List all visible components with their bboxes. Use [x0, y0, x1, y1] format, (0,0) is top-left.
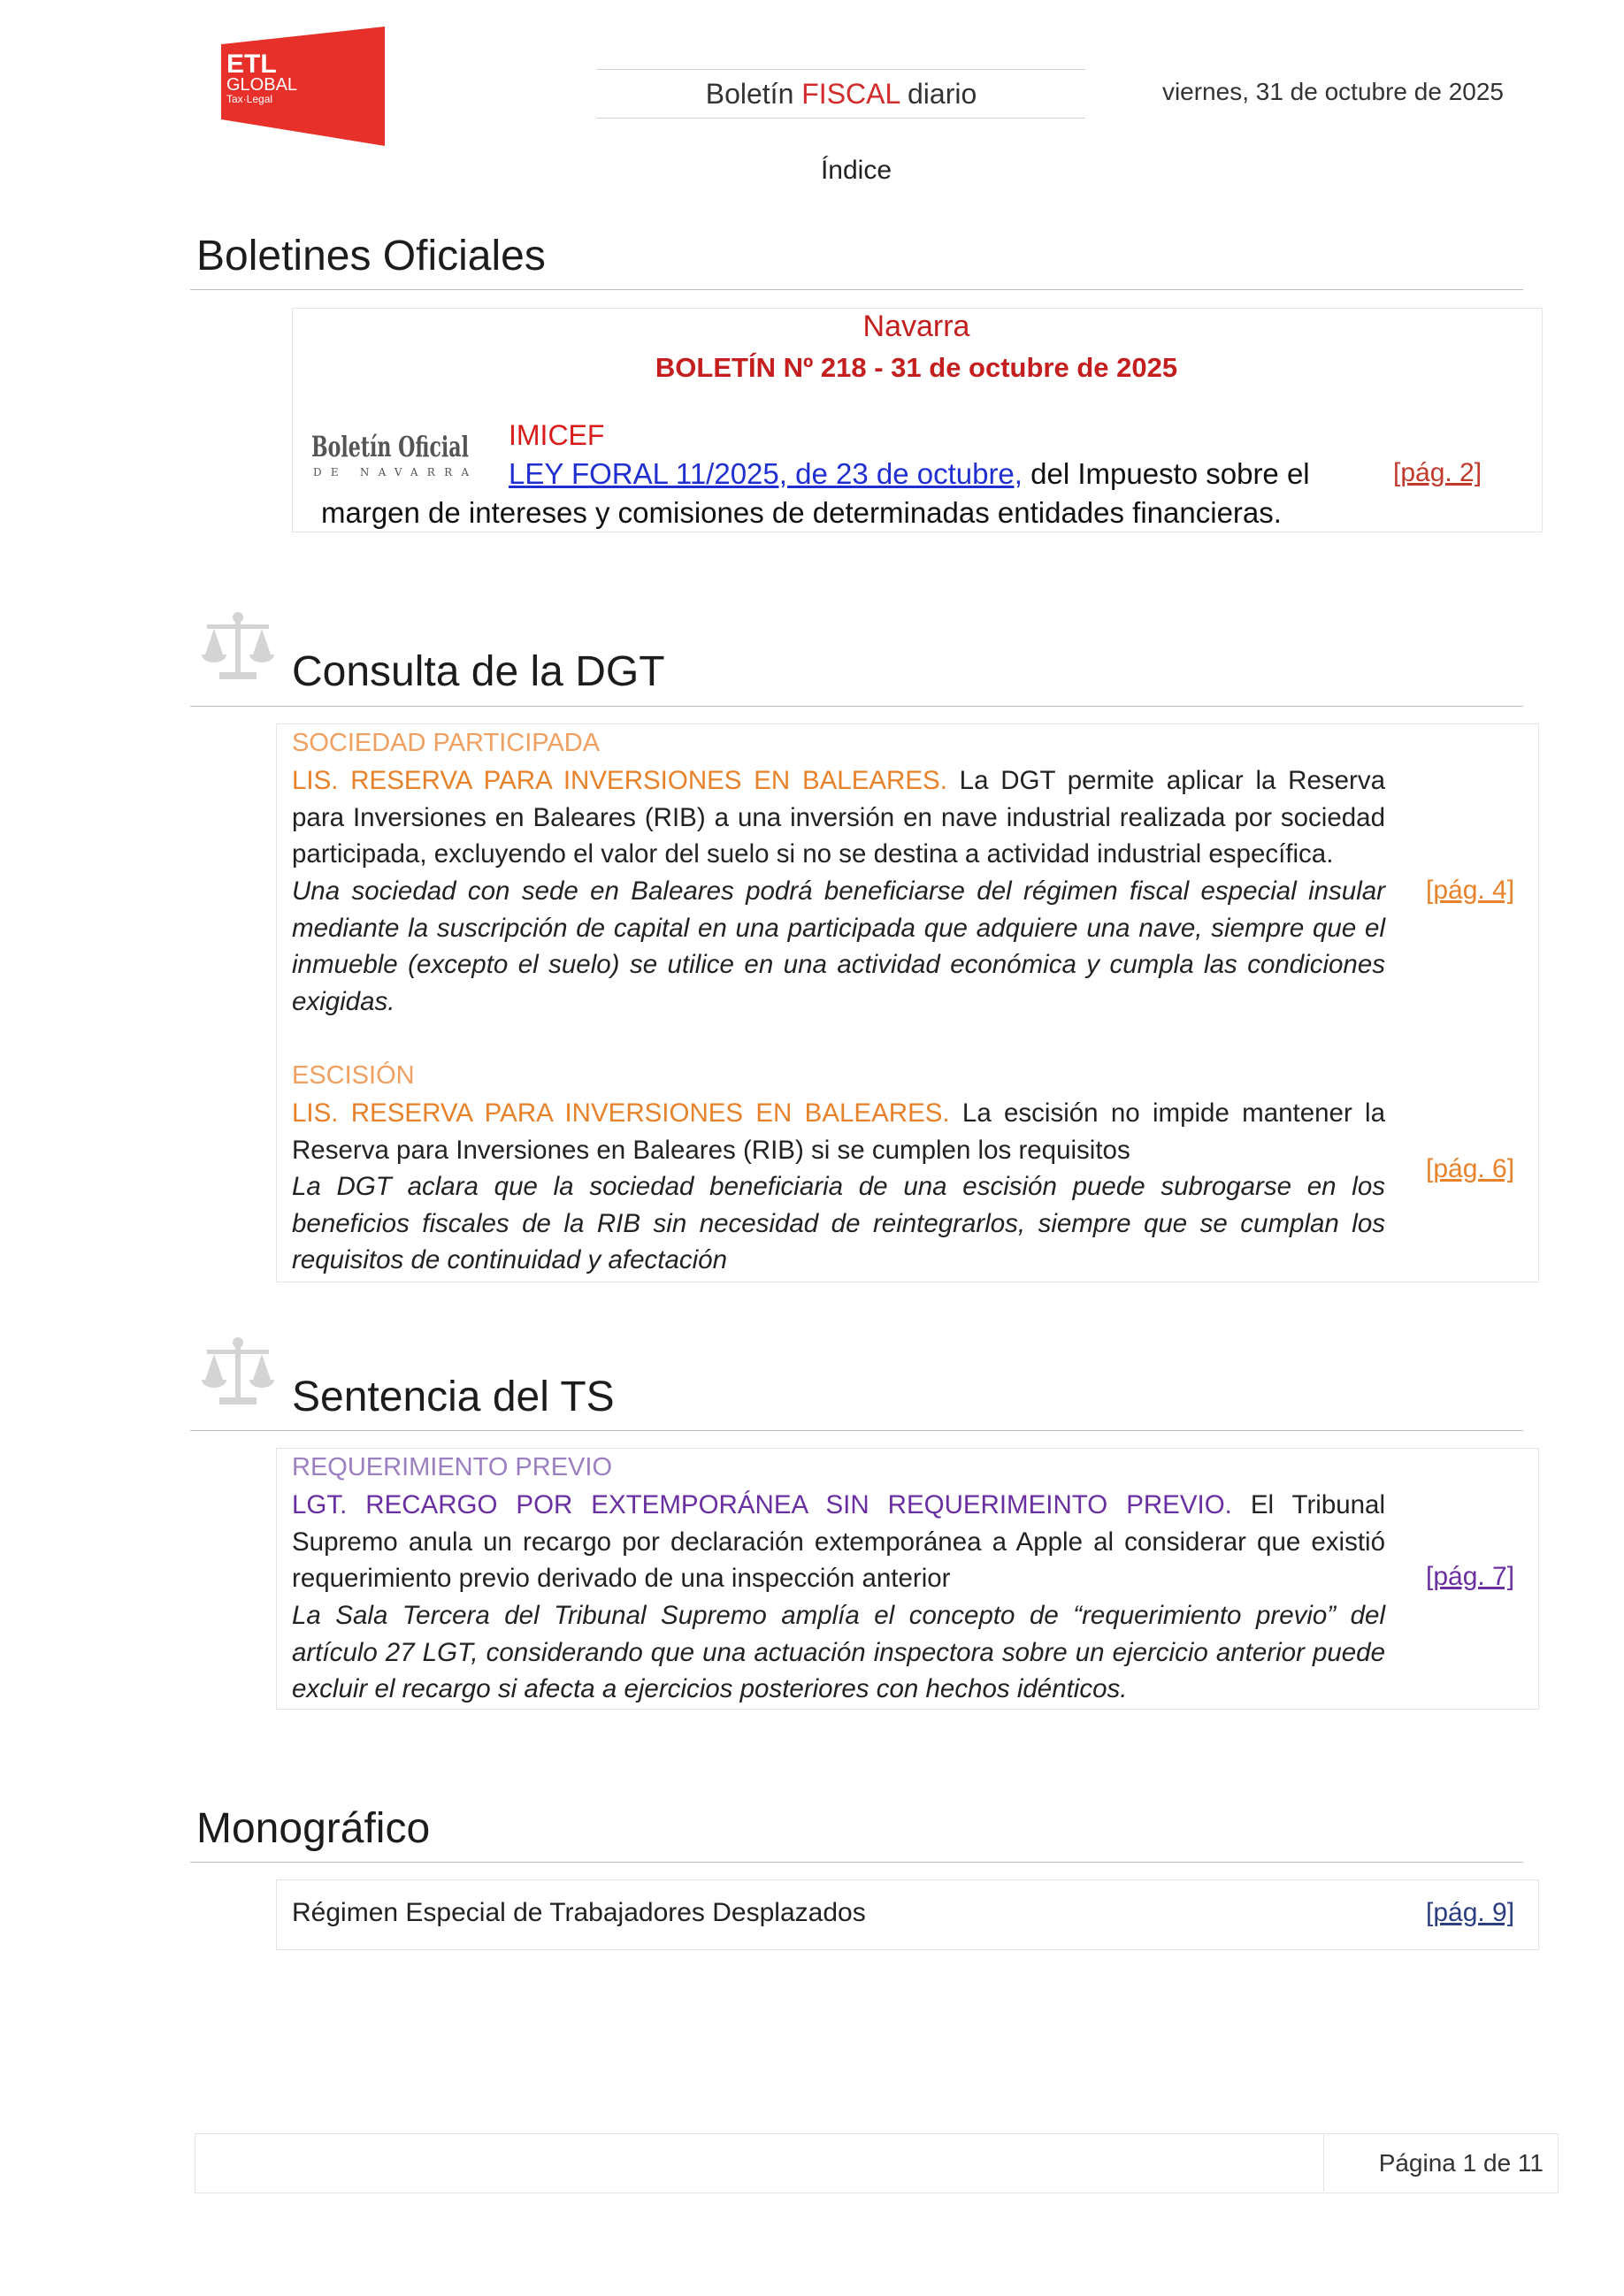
page-ref-link[interactable]: [pág. 2] — [1393, 458, 1482, 487]
bon-logo-line1: Boletín Oficial — [311, 430, 469, 463]
page-ref-link[interactable]: [pág. 6] — [1426, 1154, 1515, 1183]
scale-icon — [202, 610, 274, 683]
consulta-item-detail: La DGT aclara que la sociedad beneficiaria de una escisión puede subrogarse en los beneficios fiscales de la RIB sin necesidad de reintegrarlos, siempre que se cumplan los requisitos de continuidad y afectación — [292, 1172, 1385, 1275]
bulletin-date: viernes, 31 de octubre de 2025 — [1161, 78, 1504, 105]
sentencia-category: REQUERIMIENTO PREVIO — [292, 1453, 613, 1481]
logo-add-text: ADD — [336, 28, 379, 50]
bon-logo-line2: DE NAVARRA — [313, 466, 469, 478]
section-divider — [190, 706, 1523, 707]
boletin-region: Navarra — [862, 310, 970, 343]
section-title-consulta: Consulta de la DGT — [292, 648, 665, 695]
section-title-sentencia: Sentencia del TS — [292, 1374, 615, 1420]
boletin-tag: IMICEF — [509, 419, 605, 451]
logo-global-text: GLOBAL — [226, 75, 298, 95]
sentencia-detail: La Sala Tercera del Tribunal Supremo amplía el concepto de “requerimiento previo” del artículo 27 LGT, considerando que una actuación inspectora sobre un ejercicio anterior puede excluir el recargo si afecta a ejercicios posteriores con hechos idénticos. — [292, 1601, 1385, 1704]
monografico-item: Régimen Especial de Trabajadores Desplazados — [292, 1898, 866, 1927]
bulletin-title-pre: Boletín — [705, 78, 802, 110]
section-divider — [190, 1862, 1523, 1863]
section-title-boletines: Boletines Oficiales — [196, 233, 546, 279]
sentencia-heading: LGT. RECARGO POR EXTEMPORÁNEA SIN REQUERIMEINTO PREVIO. — [292, 1490, 1232, 1519]
page-ref-link[interactable]: [pág. 7] — [1426, 1562, 1515, 1591]
section-divider — [190, 289, 1523, 290]
consulta-item-summary-text: La escisión no impide mantener la Reserva para Inversiones en Baleares (RIB) si se cumplen los requisitos — [292, 1098, 1386, 1165]
consulta-item-heading: LIS. RESERVA PARA INVERSIONES EN BALEARES. — [292, 1098, 950, 1128]
index-heading-text: Índice — [820, 156, 892, 185]
consulta-item-category: ESCISIÓN — [292, 1061, 415, 1090]
index-heading — [0, 156, 1624, 186]
consulta-item-detail: Una sociedad con sede en Baleares podrá beneficiarse del régimen fiscal especial insular mediante la suscripción de capital en una participada que adquiere una nave, siempre que el inmueble (excepto el suelo) se utilice en una actividad económica y cumpla las condiciones exigidas. — [292, 876, 1385, 1016]
logo-etl-text: ETL — [226, 50, 277, 79]
boletin-oficial-navarra-logo — [311, 428, 471, 483]
section-divider — [190, 1430, 1523, 1431]
page-ref-link[interactable]: [pág. 9] — [1426, 1898, 1515, 1927]
sentencia-summary-text: El Tribunal Supremo anula un recargo por declaración extemporánea a Apple al considerar que existió requerimiento previo derivado de una inspección anterior — [292, 1490, 1386, 1594]
bulletin-title-post: diario — [900, 78, 977, 110]
section-title-monografico: Monográfico — [196, 1805, 431, 1852]
law-text-after-link: del Impuesto sobre el — [1022, 457, 1310, 490]
consulta-item-category: SOCIEDAD PARTICIPADA — [292, 729, 601, 757]
page-number: Página 1 de 11 — [1378, 2149, 1544, 2177]
boletin-law-line — [509, 455, 1349, 494]
boletin-number: BOLETÍN Nº 218 - 31 de octubre de 2025 — [655, 352, 1178, 383]
footer-divider — [1323, 2133, 1324, 2192]
consulta-item-heading: LIS. RESERVA PARA INVERSIONES EN BALEARES. — [292, 766, 947, 795]
bulletin-title — [597, 69, 1085, 119]
bulletin-title-highlight: FISCAL — [801, 78, 900, 110]
scale-icon — [202, 1336, 274, 1408]
law-link[interactable]: LEY FORAL 11/2025, de 23 de octubre, — [509, 457, 1023, 490]
logo-tagline-text: Tax·Legal — [226, 93, 273, 105]
boletin-law-line2: margen de intereses y comisiones de determinadas entidades financieras. — [321, 496, 1282, 529]
etl-global-logo — [221, 27, 385, 146]
sentencia-summary — [292, 1487, 1385, 1597]
consulta-item-summary-text: La DGT permite aplicar la Reserva para Inversiones en Baleares (RIB) a una inversión en nave industrial realizada por sociedad participada, excluyendo el valor del suelo si no se destina a actividad industrial específica. — [292, 766, 1385, 869]
consulta-item-summary — [292, 1095, 1385, 1168]
page-ref-link[interactable]: [pág. 4] — [1426, 876, 1515, 905]
consulta-item-summary — [292, 762, 1385, 873]
